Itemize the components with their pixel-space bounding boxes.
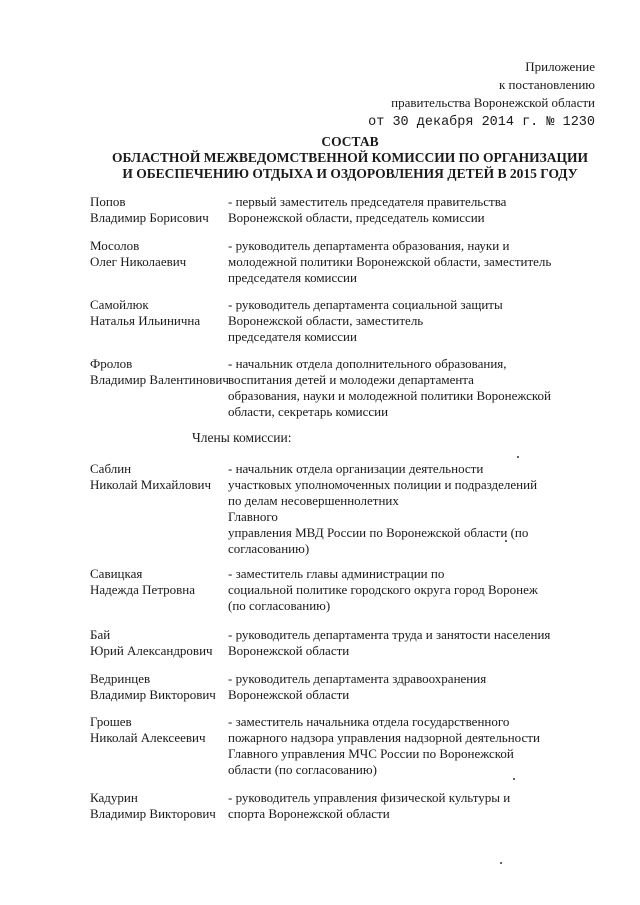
person-position [228, 566, 573, 614]
person-given-name: Николай Михайлович [90, 477, 211, 492]
person-position [228, 194, 573, 226]
position-line: Воронежской области [228, 643, 350, 658]
person-surname: Попов [90, 194, 126, 209]
person-given-name: Надежда Петровна [90, 582, 196, 597]
position-line: - руководитель департамента социальной защиты [228, 297, 503, 312]
scan-speck [513, 778, 515, 780]
person-position [228, 356, 573, 420]
position-line: - первый заместитель председателя правительства [228, 194, 507, 209]
position-line: Главного [228, 509, 278, 524]
scan-speck [505, 540, 507, 542]
position-line: управления МВД России по Воронежской области (по [228, 525, 529, 540]
person-position [228, 671, 573, 703]
appendix-government: правительства Воронежской области [391, 95, 595, 110]
position-line: председателя комиссии [228, 329, 357, 344]
position-line: области (по согласованию) [228, 762, 377, 777]
position-line: Главного управления МЧС России по Воронежской [228, 746, 514, 761]
person-name [90, 790, 216, 822]
person-name [90, 297, 200, 329]
position-line: по делам несовершеннолетних [228, 493, 399, 508]
appendix-block [368, 58, 595, 132]
person-surname: Савицкая [90, 566, 143, 581]
person-given-name: Олег Николаевич [90, 254, 187, 269]
person-position [228, 238, 573, 286]
appendix-title: Приложение [525, 59, 595, 74]
person-position [228, 297, 573, 345]
person-given-name: Юрий Александрович [90, 643, 213, 658]
person-position [228, 714, 573, 778]
person-name [90, 671, 216, 703]
person-name [90, 461, 211, 493]
appendix-date-number: от 30 декабря 2014 г. № 1230 [368, 115, 595, 130]
person-surname: Грошев [90, 714, 132, 729]
position-line: - начальник отдела дополнительного образования, [228, 356, 507, 371]
position-line: - руководитель департамента здравоохранения [228, 671, 487, 686]
position-line: участковых уполномоченных полиции и подразделений [228, 477, 538, 492]
position-line: молодежной политики Воронежской области, заместитель [228, 254, 552, 269]
position-line: области, секретарь комиссии [228, 404, 389, 419]
person-name [90, 566, 195, 598]
person-position [228, 627, 573, 659]
person-surname: Самойлюк [90, 297, 149, 312]
position-line: (по согласованию) [228, 598, 331, 613]
person-position [228, 461, 573, 557]
position-line: Воронежской области, председатель комиссии [228, 210, 485, 225]
position-line: Воронежской области, заместитель [228, 313, 424, 328]
position-line: - заместитель главы администрации по [228, 566, 445, 581]
person-given-name: Николай Алексеевич [90, 730, 206, 745]
person-given-name: Наталья Ильинична [90, 313, 201, 328]
person-surname: Мосолов [90, 238, 140, 253]
person-name [90, 356, 229, 388]
scan-speck [517, 456, 519, 458]
position-line: председателя комиссии [228, 270, 357, 285]
person-given-name: Владимир Валентинович [90, 372, 229, 387]
person-given-name: Владимир Борисович [90, 210, 209, 225]
position-line: - руководитель управления физической культуры и [228, 790, 511, 805]
heading-title: СОСТАВ [321, 134, 379, 149]
position-line: - руководитель департамента образования, науки и [228, 238, 510, 253]
person-given-name: Владимир Викторович [90, 806, 216, 821]
appendix-resolution: к постановлению [498, 77, 595, 92]
person-position [228, 790, 573, 822]
person-name [90, 194, 209, 226]
position-line: спорта Воронежской области [228, 806, 390, 821]
position-line: образования, науки и молодежной политики Воронежской [228, 388, 551, 403]
position-line: - заместитель начальника отдела государственного [228, 714, 510, 729]
person-surname: Ведринцев [90, 671, 151, 686]
position-line: Воронежской области [228, 687, 350, 702]
position-line: согласованию) [228, 541, 310, 556]
position-line: воспитания детей и молодежи департамента [228, 372, 474, 387]
person-name [90, 714, 206, 746]
person-name [90, 238, 186, 270]
person-given-name: Владимир Викторович [90, 687, 216, 702]
members-heading: Члены комиссии: [192, 430, 292, 445]
heading-commission-line1: ОБЛАСТНОЙ МЕЖВЕДОМСТВЕННОЙ КОМИССИИ ПО ОРГАНИЗАЦИИ [111, 150, 589, 165]
scan-speck [500, 862, 502, 864]
document-heading [60, 134, 640, 182]
position-line: пожарного надзора управления надзорной деятельности [228, 730, 540, 745]
person-surname: Саблин [90, 461, 132, 476]
person-surname: Кадурин [90, 790, 138, 805]
person-name [90, 627, 213, 659]
position-line: - начальник отдела организации деятельности [228, 461, 484, 476]
person-surname: Бай [90, 627, 111, 642]
position-line: социальной политике городского округа город Воронеж [228, 582, 538, 597]
position-line: - руководитель департамента труда и занятости населения [228, 627, 551, 642]
person-surname: Фролов [90, 356, 133, 371]
heading-commission-line2: И ОБЕСПЕЧЕНИЮ ОТДЫХА И ОЗДОРОВЛЕНИЯ ДЕТЕЙ В 2015 ГОДУ [122, 166, 578, 181]
